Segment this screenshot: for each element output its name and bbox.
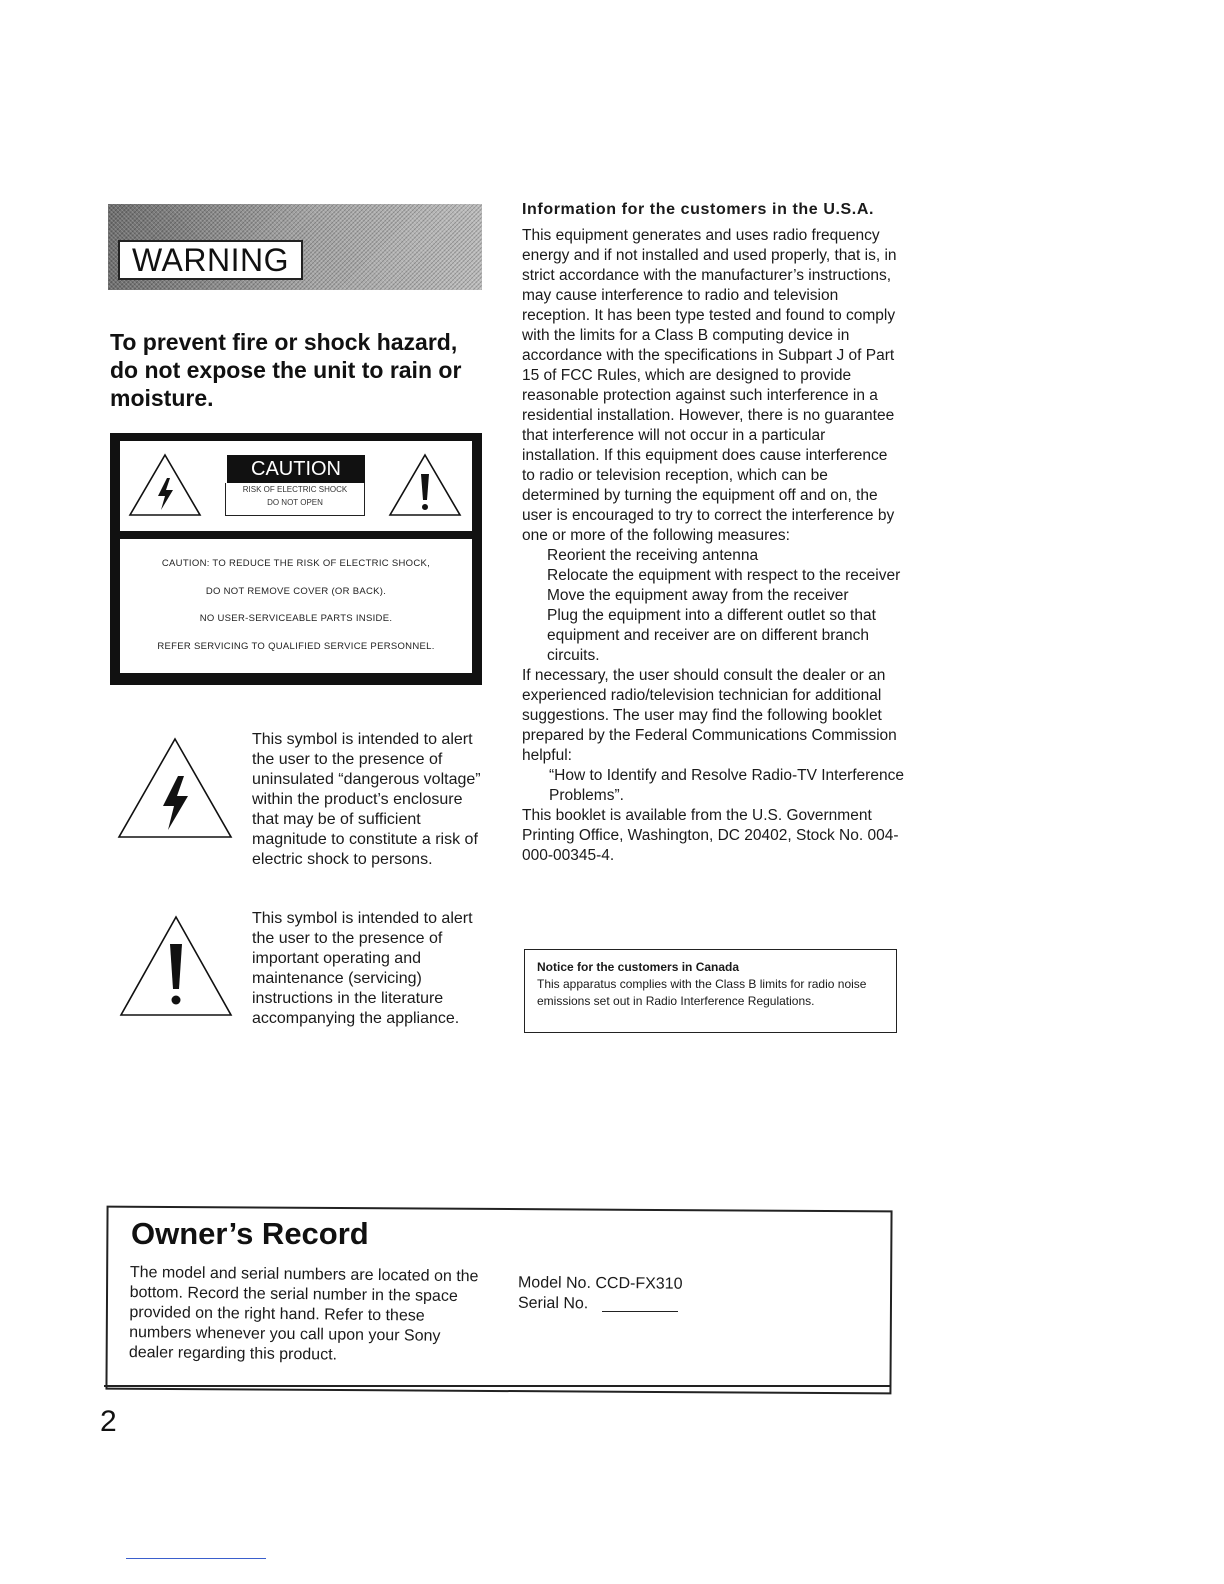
booklet-title: “How to Identify and Resolve Radio-TV Interference Problems”.	[549, 767, 904, 804]
caution-sub-line1: RISK OF ELECTRIC SHOCK	[242, 485, 348, 494]
measure-item: Plug the equipment into a different outlet so that equipment and receiver are on different branch circuits.	[547, 607, 876, 664]
lightning-symbol-description: This symbol is intended to alert the user to the presence of uninsulated “dangerous voltage” within the product’s enclosure that may be of sufficient magnitude to constitute a risk of electric shock to persons.	[252, 731, 481, 868]
exclamation-symbol-description: This symbol is intended to alert the user to the presence of important operating and maintenance (servicing) instructions in the literature accompanying the appliance.	[252, 910, 473, 1027]
canada-notice-box	[524, 949, 897, 1033]
footer-rule	[126, 1558, 266, 1559]
owners-record-title: Owner’s Record	[131, 1216, 369, 1251]
canada-notice-text: This apparatus complies with the Class B limits for radio noise emissions set out in Radio Interference Regulations.	[537, 977, 867, 1008]
owners-record-text: The model and serial numbers are located on the bottom. Record the serial number in the space provided on the right hand. Refer to these numbers whenever you call upon your Sony dealer regarding this product.	[128, 1263, 479, 1364]
exclamation-triangle-icon	[388, 452, 462, 518]
canada-notice-title: Notice for the customers in Canada	[537, 960, 740, 974]
caution-subtitle	[225, 483, 365, 516]
caution-sub-line2: DO NOT OPEN	[267, 498, 323, 507]
usa-info-followup: If necessary, the user should consult the dealer or an experienced radio/television technician for additional suggestions. The user may find the following booklet prepared by the Federal Communications Commission helpful:	[522, 667, 897, 764]
booklet-availability: This booklet is available from the U.S. Government Printing Office, Washington, DC 20402, Stock No. 004-000-00345-4.	[522, 807, 899, 864]
usa-info-heading: Information for the customers in the U.S.A.	[522, 201, 875, 218]
usa-info-paragraph: This equipment generates and uses radio frequency energy and if not installed and used properly, that is, in strict accordance with the manufacturer’s instructions, may cause interference to radio and television reception. It has been type tested and found to comply with the limits for a Class B computing device in accordance with the specifications in Subpart J of Part 15 of FCC Rules, which are designed to provide reasonable protection against such interference in a residential installation. However, there is no guarantee that interference will not occur in a particular installation. If this equipment does cause interference to radio or television reception, which can be determined by turning the equipment off and on, the user is encouraged to try to correct the interference by one or more of the following measures:	[522, 227, 897, 544]
usa-info-body	[522, 226, 904, 866]
measure-item: Reorient the receiving antenna	[547, 547, 759, 564]
fire-hazard-heading: To prevent fire or shock hazard, do not expose the unit to rain or moisture.	[110, 329, 462, 411]
serial-number-label: Serial No.	[517, 1294, 589, 1313]
serial-number-blank	[602, 1311, 678, 1312]
caution-title: CAUTION	[227, 455, 365, 483]
owners-record-bottom-rule	[104, 1385, 890, 1387]
lightning-triangle-icon	[116, 736, 234, 840]
lightning-triangle-icon	[128, 452, 202, 518]
caution-line: NO USER-SERVICEABLE PARTS INSIDE.	[199, 613, 393, 624]
measure-item: Move the equipment away from the receiver	[547, 587, 849, 604]
exclamation-triangle-icon	[118, 914, 234, 1018]
measure-item: Relocate the equipment with respect to the receiver	[547, 567, 901, 584]
caution-line: DO NOT REMOVE COVER (OR BACK).	[205, 586, 387, 597]
model-number: Model No. CCD-FX310	[517, 1274, 683, 1293]
caution-line: REFER SERVICING TO QUALIFIED SERVICE PERSONNEL.	[157, 641, 435, 652]
caution-line: CAUTION: TO REDUCE THE RISK OF ELECTRIC SHOCK,	[161, 558, 431, 569]
page-number: 2	[100, 1405, 117, 1438]
warning-label: WARNING	[118, 240, 303, 280]
